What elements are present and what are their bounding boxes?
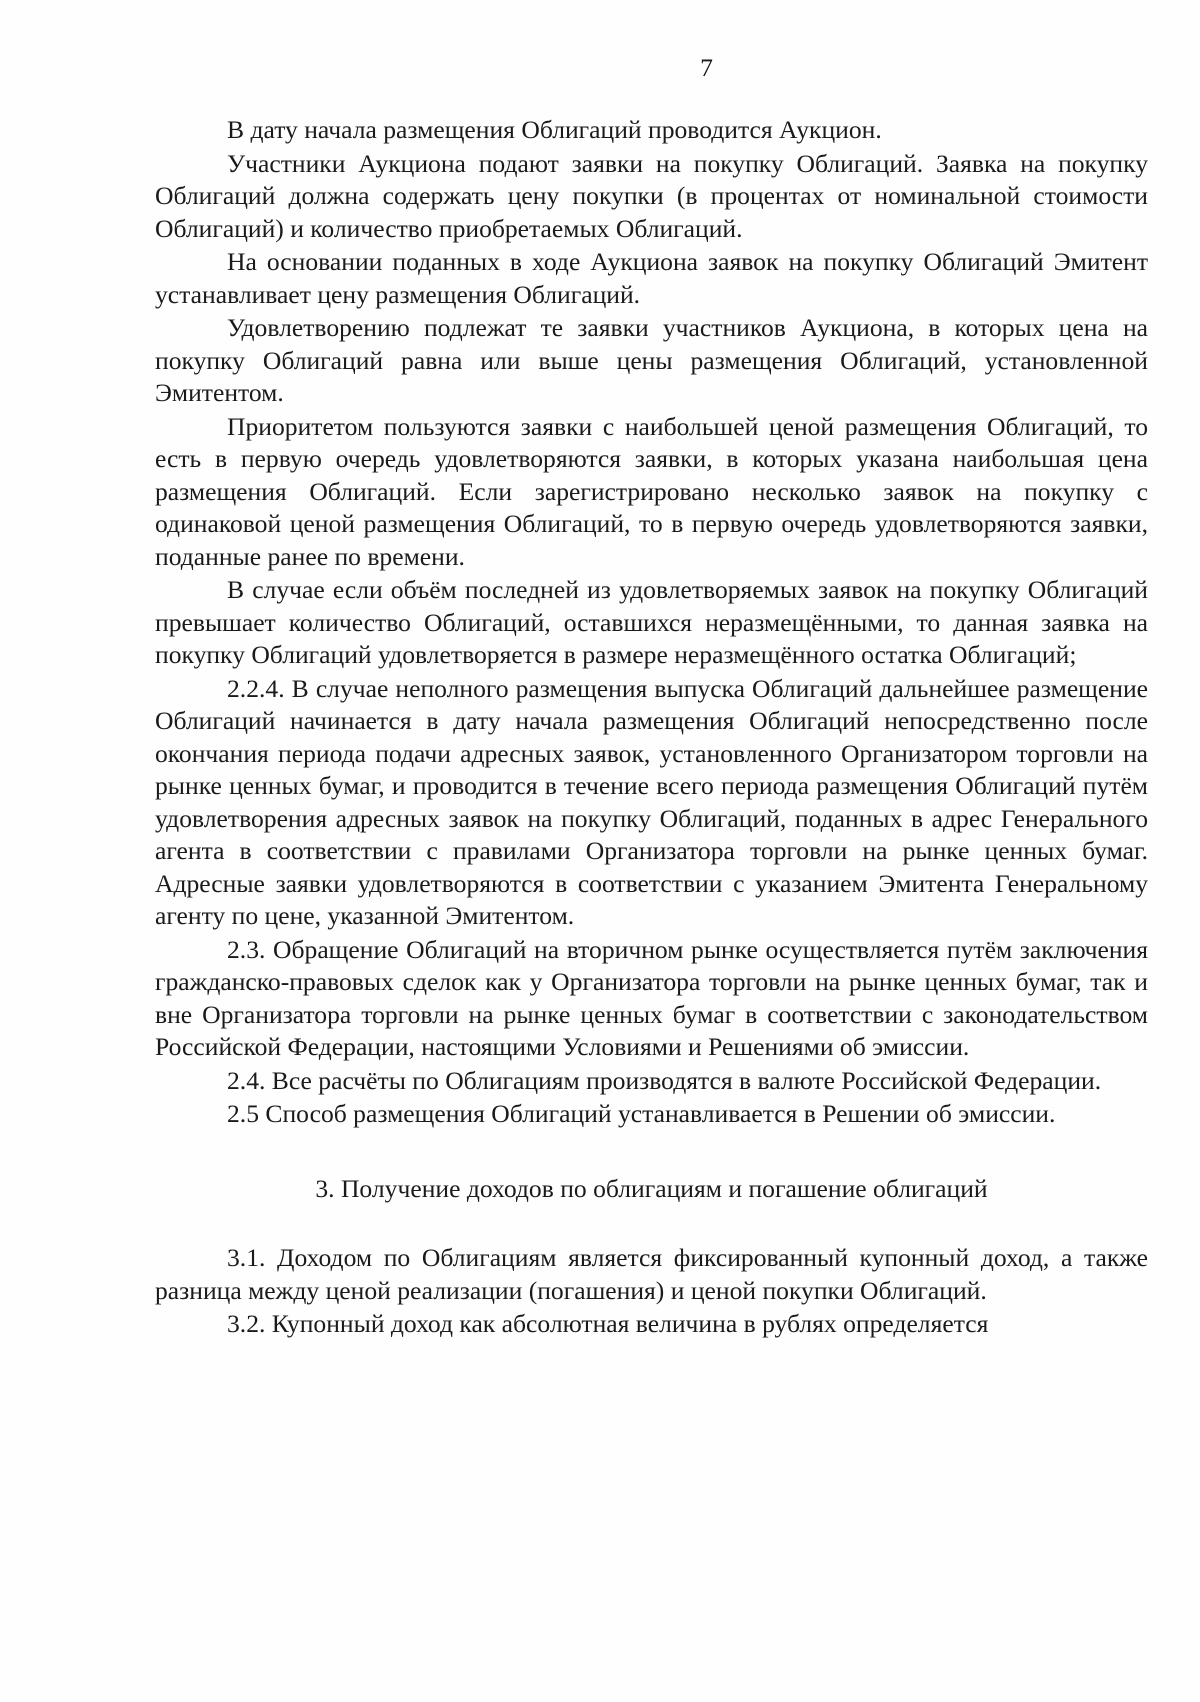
paragraph: Участники Аукциона подают заявки на покупку Облигаций. Заявка на покупку Облигаций должна содержать цену покупки (в процентах от номинальной стоимости Облигаций) и количество приобретаемых Облигаций. [155,148,1148,243]
paragraph: В дату начала размещения Облигаций проводится Аукцион. [227,115,882,144]
paragraph: Удовлетворению подлежат те заявки участников Аукциона, в которых цена на покупку Облигаций равна или выше цены размещения Облигаций, установленной Эмитентом. [155,313,1148,407]
paragraph: В случае если объём последней из удовлетворяемых заявок на покупку Облигаций превышает количество Облигаций, оставшихся неразмещёнными, то данная заявка на покупку Облигаций удовлетворяется в размере неразмещённого остатка Облигаций; [155,575,1148,669]
paragraph: 3.1. Доходом по Облигациям является фиксированный купонный доход, а также разница между ценой реализации (погашения) и ценой покупки Облигаций. [155,1243,1148,1305]
paragraph: На основании поданных в ходе Аукциона заявок на покупку Облигаций Эмитент устанавливает цену размещения Облигаций. [155,247,1148,309]
paragraph: 2.2.4. В случае неполного размещения выпуска Облигаций дальнейшее размещение Облигаций начинается в дату начала размещения Облигаций непосредственно после окончания периода подачи адресных заявок, установленного Организатором торговли на рынке ценных бумаг, и проводится в течение всего периода размещения Облигаций путём удовлетворения адресных заявок на покупку Облигаций, поданных в адрес Генерального агента в соответствии с правилами Организатора торговли на рынке ценных бумаг. Адресные заявки удовлетворяются в соответствии с указанием Эмитента Генеральному агенту по цене, указанной Эмитентом. [155,673,1148,930]
paragraph: 2.4. Все расчёты по Облигациям производятся в валюте Российской Федерации. [227,1065,1102,1095]
paragraph: 2.5 Способ размещения Облигаций устанавливается в Решении об эмиссии. [227,1099,1056,1128]
page-number: 7 [700,53,713,82]
paragraph: Приоритетом пользуются заявки с наибольшей ценой размещения Облигаций, то есть в первую очередь удовлетворяются заявки, в которых указана наибольшая цена размещения Облигаций. Если зарегистрировано несколько заявок на покупку с одинаковой ценой размещения Облигаций, то в первую очередь удовлетворяются заявки, поданные ранее по времени. [155,411,1148,571]
paragraph-last-line: 3.2. Купонный доход как абсолютная величина в рублях определяется [227,1309,989,1338]
section-heading: 3. Получение доходов по облигациям и погашение облигаций [315,1173,988,1203]
paragraph: 2.3. Обращение Облигаций на вторичном рынке осуществляется путём заключения гражданско-правовых сделок как у Организатора торговли на рынке ценных бумаг, так и вне Организатора торговли на рынке ценных бумаг в соответствии с законодательством Российской Федерации, настоящими Условиями и Решениями об эмиссии. [155,934,1148,1061]
